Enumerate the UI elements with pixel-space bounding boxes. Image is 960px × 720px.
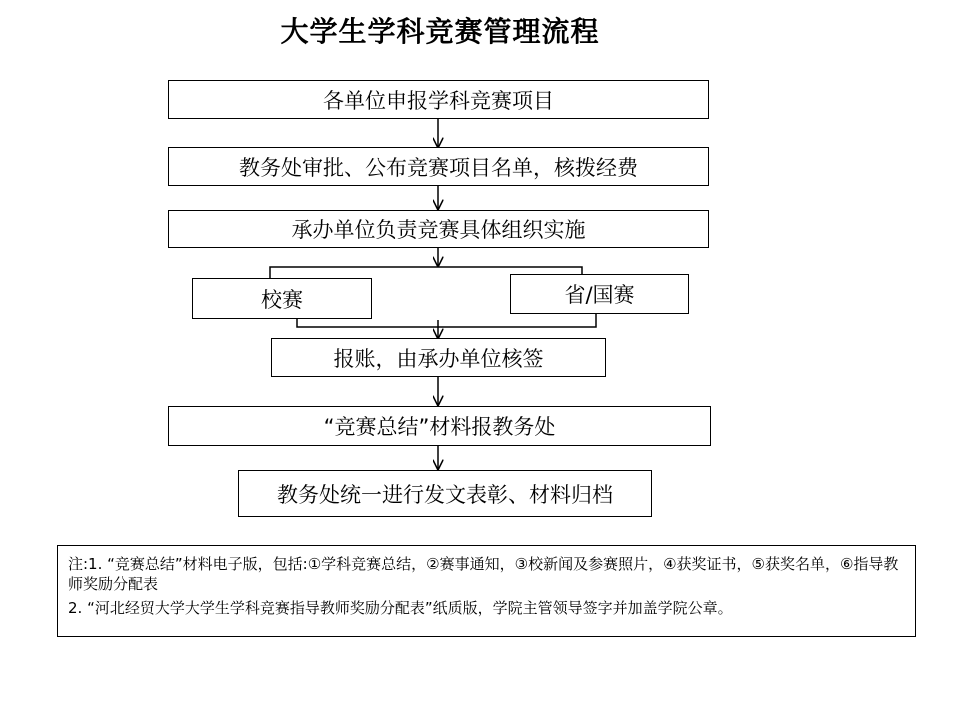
step-commendation-and-archive: 教务处统一进行发文表彰、材料归档 — [238, 470, 652, 517]
note-line-2: 2. “河北经贸大学大学生学科竞赛指导教师奖励分配表”纸质版，学院主管领导签字并加盖学院公章。 — [68, 599, 733, 617]
step-submit-summary: “竞赛总结”材料报教务处 — [168, 406, 711, 446]
notes-box — [57, 545, 916, 637]
branch-school-competition: 校赛 — [192, 278, 372, 319]
page-title: 大学生学科竞赛管理流程 — [280, 15, 600, 48]
note-line-1: 注:1. “竞赛总结”材料电子版，包括:①学科竞赛总结，②赛事通知，③校新闻及参赛照片，④获奖证书，⑤获奖名单，⑥指导教师奖励分配表 — [68, 555, 899, 593]
step-reimbursement: 报账，由承办单位核签 — [271, 338, 606, 377]
step-declare-projects: 各单位申报学科竞赛项目 — [168, 80, 709, 119]
step-organize-competition: 承办单位负责竞赛具体组织实施 — [168, 210, 709, 248]
step-approve-and-fund: 教务处审批、公布竞赛项目名单，核拨经费 — [168, 147, 709, 186]
branch-provincial-national-competition: 省/国赛 — [510, 274, 689, 314]
